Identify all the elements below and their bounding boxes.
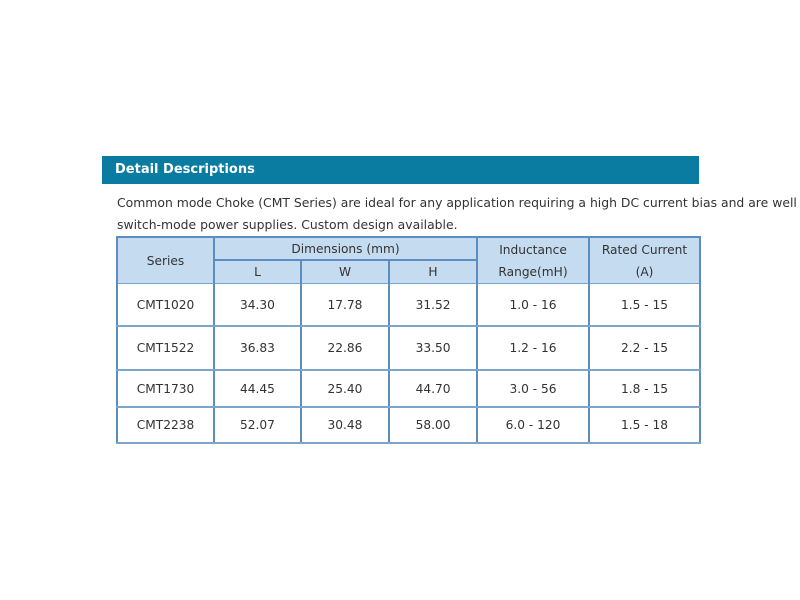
header-rated-current <box>589 237 700 284</box>
cell-inductance: 1.2 - 16 <box>477 326 589 370</box>
description-line-2: switch-mode power supplies. Custom design available. <box>117 217 458 232</box>
description-text <box>117 192 797 236</box>
table-row <box>117 326 700 370</box>
cell-current: 1.5 - 18 <box>589 407 700 443</box>
cell-current: 2.2 - 15 <box>589 326 700 370</box>
cell-inductance: 6.0 - 120 <box>477 407 589 443</box>
header-series: Series <box>117 237 214 284</box>
cell-w: 30.48 <box>301 407 389 443</box>
table-header-row <box>117 237 700 260</box>
cell-current: 1.8 - 15 <box>589 370 700 407</box>
table-row <box>117 370 700 407</box>
cell-w: 17.78 <box>301 284 389 327</box>
cell-series: CMT1020 <box>117 284 214 327</box>
cell-inductance: 1.0 - 16 <box>477 284 589 327</box>
cell-l: 34.30 <box>214 284 301 327</box>
cell-current: 1.5 - 15 <box>589 284 700 327</box>
header-current-line-2: (A) <box>635 264 654 279</box>
cell-h: 58.00 <box>389 407 477 443</box>
cell-l: 36.83 <box>214 326 301 370</box>
cell-series: CMT1730 <box>117 370 214 407</box>
cell-series: CMT2238 <box>117 407 214 443</box>
cell-h: 33.50 <box>389 326 477 370</box>
cell-h: 31.52 <box>389 284 477 327</box>
header-inductance-line-2: Range(mH) <box>498 264 568 279</box>
cell-h: 44.70 <box>389 370 477 407</box>
cell-w: 22.86 <box>301 326 389 370</box>
header-h: H <box>389 260 477 284</box>
table-row <box>117 284 700 327</box>
header-dimensions: Dimensions (mm) <box>214 237 477 260</box>
cell-inductance: 3.0 - 56 <box>477 370 589 407</box>
cell-l: 52.07 <box>214 407 301 443</box>
spec-table <box>116 236 701 444</box>
cell-series: CMT1522 <box>117 326 214 370</box>
cell-l: 44.45 <box>214 370 301 407</box>
header-l: L <box>214 260 301 284</box>
header-current-line-1: Rated Current <box>601 242 688 257</box>
table-row <box>117 407 700 443</box>
description-line-1: Common mode Choke (CMT Series) are ideal for any application requiring a high DC current bias and are well <box>117 195 797 210</box>
section-title: Detail Descriptions <box>102 156 699 184</box>
header-w: W <box>301 260 389 284</box>
cell-w: 25.40 <box>301 370 389 407</box>
header-inductance <box>477 237 589 284</box>
header-inductance-line-1: Inductance <box>499 242 567 257</box>
